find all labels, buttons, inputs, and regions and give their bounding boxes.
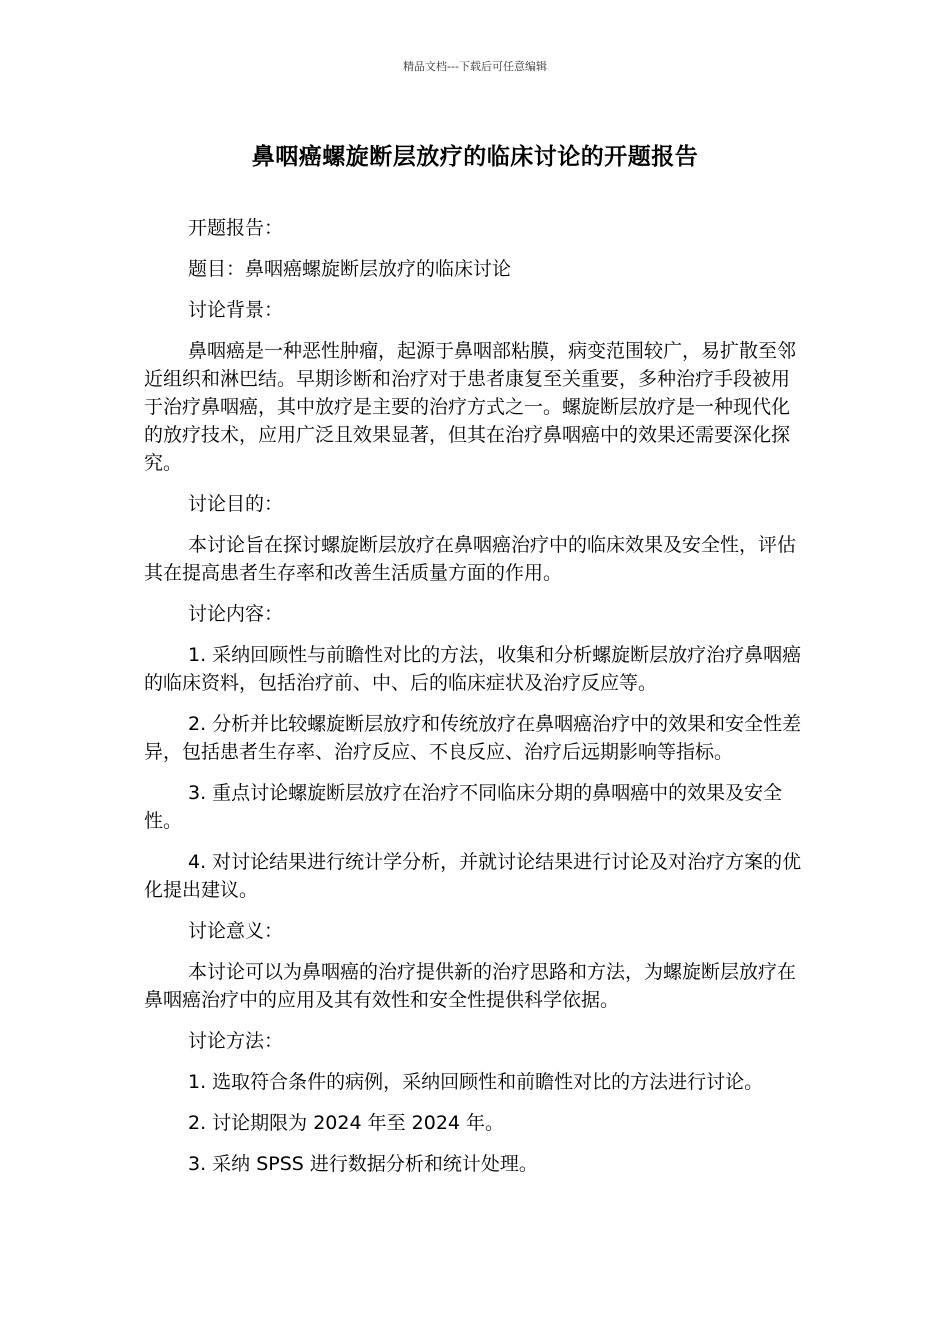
heading-purpose: 讨论目的： bbox=[188, 493, 284, 515]
content-item-3: 3. 重点讨论螺旋断层放疗在治疗不同临床分期的鼻咽癌中的效果及安全性。 bbox=[144, 782, 783, 832]
heading-content: 讨论内容： bbox=[188, 603, 284, 625]
background-paragraph: 鼻咽癌是一种恶性肿瘤，起源于鼻咽部粘膜，病变范围较广，易扩散至邻近组织和淋巴结。早期诊断和治疗对于患者康复至关重要，多种治疗手段被用于治疗鼻咽癌，其中放疗是主要的治疗方式之一。螺旋断层放疗是一种现代化的放疗技术，应用广泛且效果显著，但其在治疗鼻咽癌中的效果还需要深化探究。 bbox=[144, 340, 797, 474]
page-header-note: 精品文档---下载后可任意编辑 bbox=[403, 60, 547, 73]
topic-line: 题目：鼻咽癌螺旋断层放疗的临床讨论 bbox=[188, 258, 512, 280]
document-body bbox=[144, 214, 806, 1191]
document-title: 鼻咽癌螺旋断层放疗的临床讨论的开题报告 bbox=[251, 144, 699, 170]
method-item-3: 3. 采纳 SPSS 进行数据分析和统计处理。 bbox=[188, 1153, 538, 1175]
significance-paragraph: 本讨论可以为鼻咽癌的治疗提供新的治疗思路和方法，为螺旋断层放疗在鼻咽癌治疗中的应用及其有效性和安全性提供科学依据。 bbox=[144, 961, 797, 1011]
heading-background: 讨论背景： bbox=[188, 299, 284, 321]
content-item-1: 1. 采纳回顾性与前瞻性对比的方法，收集和分析螺旋断层放疗治疗鼻咽癌的临床资料，包括治疗前、中、后的临床症状及治疗反应等。 bbox=[144, 644, 802, 694]
method-item-2: 2. 讨论期限为 2024 年至 2024 年。 bbox=[188, 1112, 505, 1134]
heading-method: 讨论方法： bbox=[188, 1030, 284, 1052]
content-item-4: 4. 对讨论结果进行统计学分析，并就讨论结果进行讨论及对治疗方案的优化提出建议。 bbox=[144, 851, 802, 901]
heading-significance: 讨论意义： bbox=[188, 920, 284, 942]
method-item-1: 1. 选取符合条件的病例，采纳回顾性和前瞻性对比的方法进行讨论。 bbox=[188, 1071, 764, 1093]
purpose-paragraph: 本讨论旨在探讨螺旋断层放疗在鼻咽癌治疗中的临床效果及安全性，评估其在提高患者生存率和改善生活质量方面的作用。 bbox=[144, 534, 797, 584]
content-item-2: 2. 分析并比较螺旋断层放疗和传统放疗在鼻咽癌治疗中的效果和安全性差异，包括患者生存率、治疗反应、不良反应、治疗后远期影响等指标。 bbox=[144, 713, 802, 763]
label-proposal: 开题报告： bbox=[188, 217, 284, 239]
